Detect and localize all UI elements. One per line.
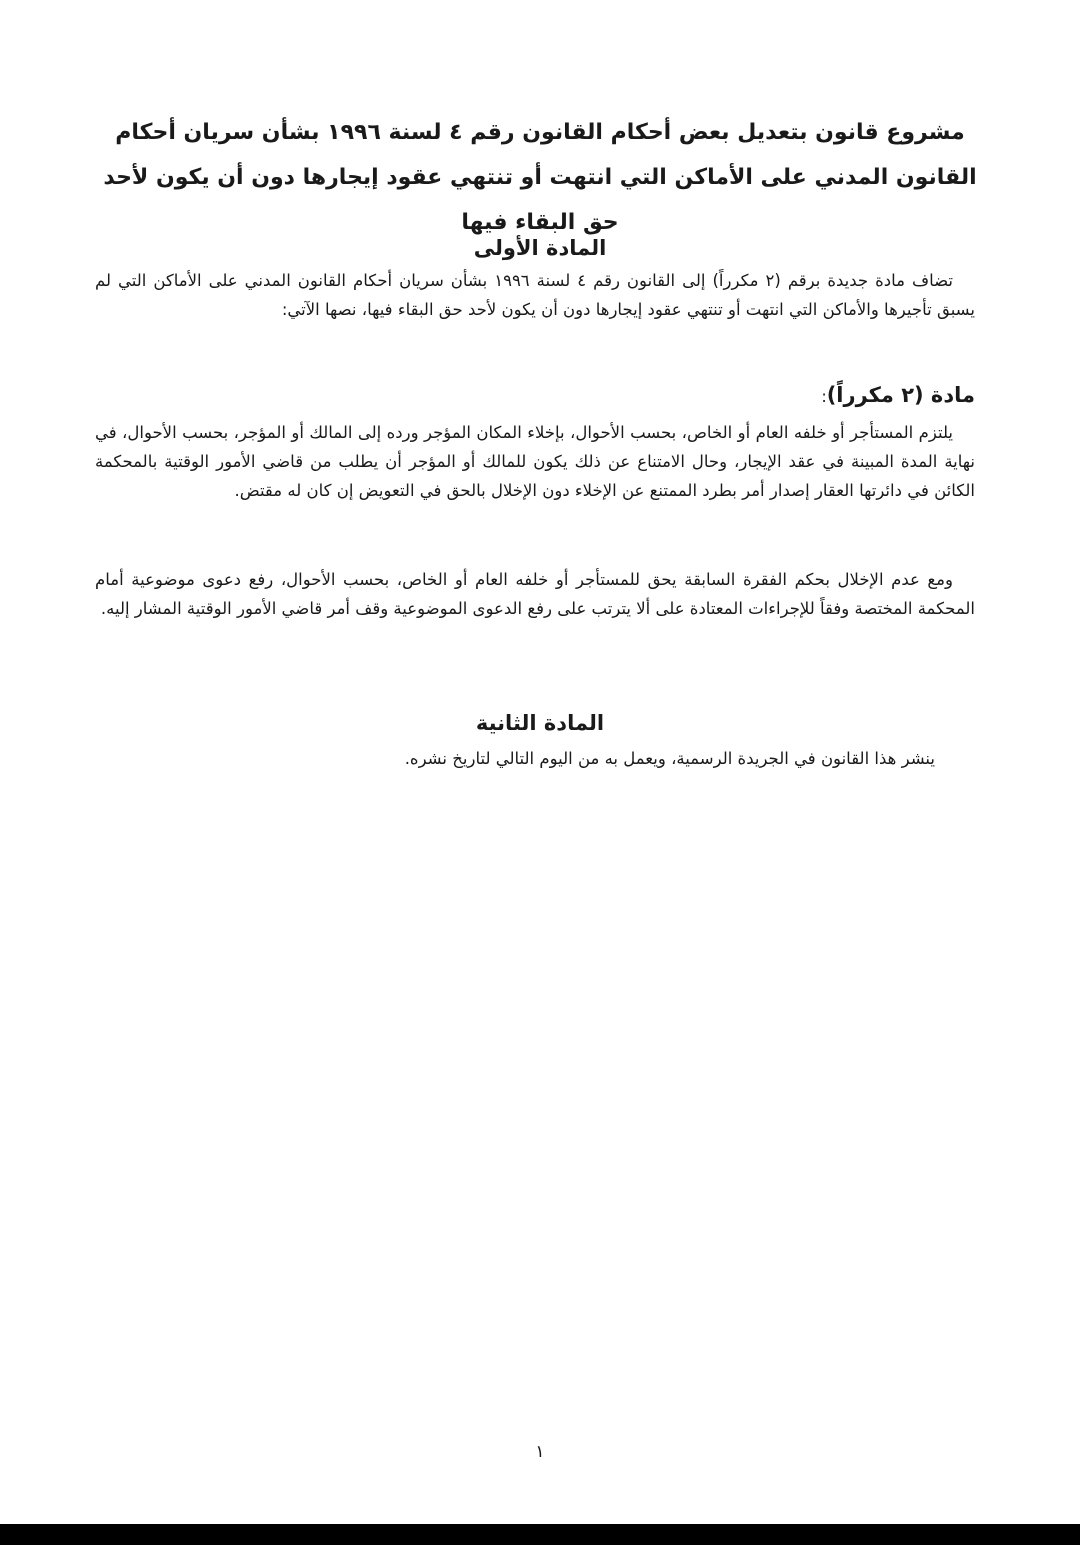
sub-article-heading: [95, 380, 975, 412]
sub-article-paragraph-two: ومع عدم الإخلال بحكم الفقرة السابقة يحق للمستأجر أو خلفه العام أو الخاص، بحسب الأحوال، رفع دعوى موضوعية أمام المحكمة المختصة وفقاً للإجراءات المعتادة على ألا يترتب على رفع الدعوى الموضوعية وقف أمر قاضي الأمور الوقتية المشار إليه.: [95, 570, 975, 618]
article-one-intro-paragraph: تضاف مادة جديدة برقم (٢ مكرراً) إلى القانون رقم ٤ لسنة ١٩٩٦ بشأن سريان أحكام القانون المدني على الأماكن التي لم يسبق تأجيرها والأماكن التي انتهت أو تنتهي عقود إيجارها دون أن يكون لأحد حق البقاء فيها، نصها الآتي:: [95, 271, 975, 319]
page-number: ١: [535, 1442, 545, 1462]
document-title: مشروع قانون بتعديل بعض أحكام القانون رقم ٤ لسنة ١٩٩٦ بشأن سريان أحكام القانون المدني على الأماكن التي انتهت أو تنتهي عقود إيجارها دون أن يكون لأحد حق البقاء فيها: [103, 120, 977, 235]
article-two-paragraph: ينشر هذا القانون في الجريدة الرسمية، ويعمل به من اليوم التالي لتاريخ نشره.: [404, 749, 935, 768]
scan-bottom-border: [0, 1524, 1080, 1545]
sub-article-label: مادة (٢ مكرراً): [826, 383, 975, 407]
sub-article-paragraph-one: يلتزم المستأجر أو خلفه العام أو الخاص، بحسب الأحوال، بإخلاء المكان المؤجر ورده إلى المالك أو المؤجر، بحسب الأحوال، في نهاية المدة المبينة في عقد الإيجار، وحال الامتناع عن ذلك يكون للمالك أو المؤجر أن يطلب من قاضي الأمور الوقتية بالمحكمة الكائن في دائرتها العقار إصدار أمر بطرد الممتنع عن الإخلاء دون الإخلال بالحق في التعويض إن كان له مقتض.: [95, 423, 975, 500]
article-two-heading: المادة الثانية: [475, 711, 605, 735]
sub-article-colon: :: [821, 387, 827, 406]
article-one-heading: المادة الأولى: [473, 236, 607, 260]
